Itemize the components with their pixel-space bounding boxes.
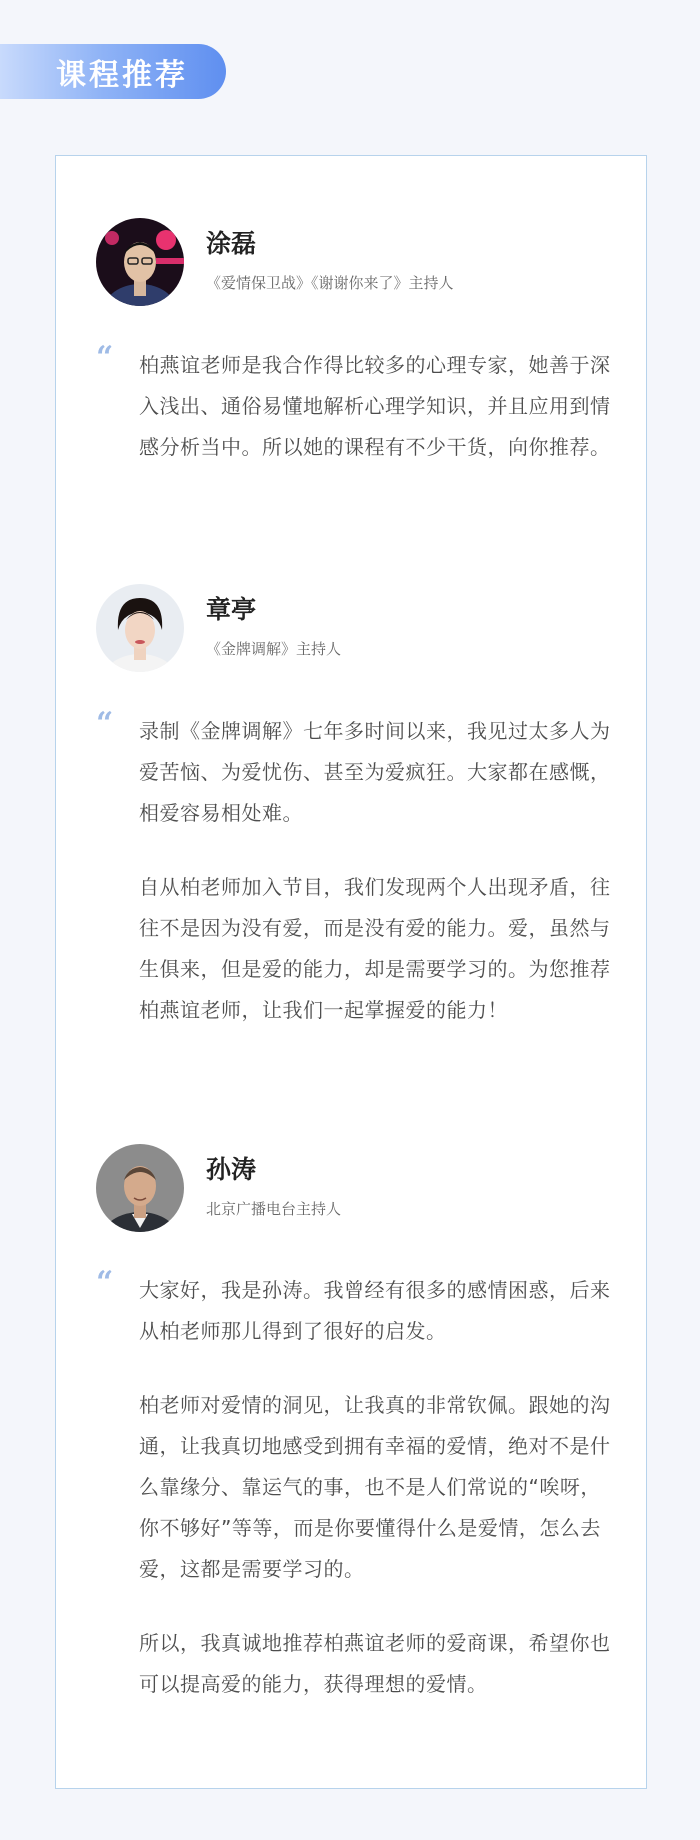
recommender-name: 孙涛 — [206, 1155, 257, 1184]
recommender-role: 《爱情保卫战》《谢谢你来了》主持人 — [206, 274, 454, 292]
quote-body — [139, 711, 616, 1031]
section-title-banner — [0, 44, 226, 99]
quote-body — [139, 1270, 616, 1705]
quote-paragraph: 柏老师对爱情的洞见，让我真的非常钦佩。跟她的沟通，让我真切地感受到拥有幸福的爱情，绝对不是什么靠缘分、靠运气的事，也不是人们常说的“唉呀，你不够好”等等，而是你要懂得什么是爱情，怎么去爱，这都是需要学习的。 — [139, 1393, 611, 1581]
recommender-name: 涂磊 — [206, 229, 257, 258]
quote-mark-icon: “ — [96, 340, 114, 375]
quote-paragraph: 柏燕谊老师是我合作得比较多的心理专家，她善于深入浅出、通俗易懂地解析心理学知识，并且应用到情感分析当中。所以她的课程有不少干货，向你推荐。 — [139, 353, 611, 459]
quote-body — [139, 345, 616, 468]
avatar — [96, 1144, 184, 1232]
quote-paragraph: 录制《金牌调解》七年多时间以来，我见过太多人为爱苦恼、为爱忧伤、甚至为爱疯狂。大家都在感慨，相爱容易相处难。 — [139, 719, 611, 825]
recommender-role: 《金牌调解》主持人 — [206, 640, 342, 658]
recommendation-card — [55, 155, 647, 1789]
quote-paragraph: 所以，我真诚地推荐柏燕谊老师的爱商课，希望你也可以提高爱的能力，获得理想的爱情。 — [139, 1631, 611, 1696]
quote-mark-icon: “ — [96, 706, 114, 741]
recommender-name: 章亭 — [206, 595, 257, 624]
quote-mark-icon: “ — [96, 1265, 114, 1300]
avatar — [96, 584, 184, 672]
quote-paragraph: 自从柏老师加入节目，我们发现两个人出现矛盾，往往不是因为没有爱，而是没有爱的能力。爱，虽然与生俱来，但是爱的能力，却是需要学习的。为您推荐柏燕谊老师，让我们一起掌握爱的能力！ — [139, 875, 611, 1022]
avatar — [96, 218, 184, 306]
quote-paragraph: 大家好，我是孙涛。我曾经有很多的感情困惑，后来从柏老师那儿得到了很好的启发。 — [139, 1278, 611, 1343]
section-title: 课程推荐 — [56, 57, 188, 93]
recommender-role: 北京广播电台主持人 — [206, 1200, 342, 1218]
